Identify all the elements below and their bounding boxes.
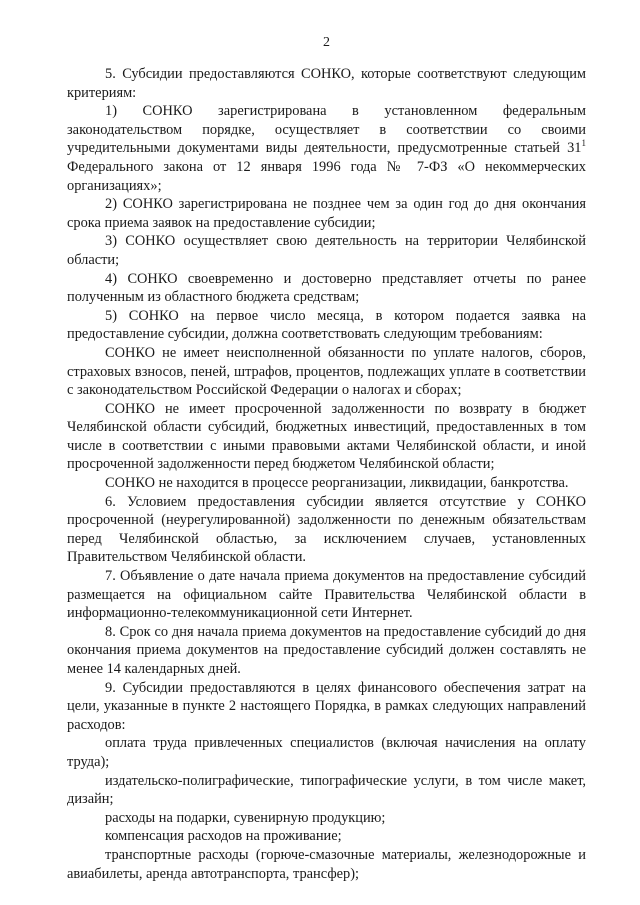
paragraph-7: 7. Объявление о дате начала приема документов на предоставление субсидий размещается на официальном сайте Правительства Челябинской области в информационно-телекоммуникационной сети Интернет.	[67, 568, 586, 622]
paragraph-5: 5. Субсидии предоставляются СОНКО, которые соответствуют следующим критериям:	[67, 66, 586, 101]
paragraph-5-1-text: 1) СОНКО зарегистрирована в установленном федеральным законодательством порядке, осуществляет в соответствии со своими учредительными документами виды деятельности, предусмотренные статьей 31	[67, 103, 586, 157]
paragraph-8: 8. Срок со дня начала приема документов на предоставление субсидий до дня окончания приема документов на предоставление субсидий должен составлять не менее 14 календарных дней.	[67, 623, 586, 677]
expense-item-gifts: расходы на подарки, сувенирную продукцию;	[105, 809, 386, 826]
expense-item-printing: издательско-полиграфические, типографические услуги, в том числе макет, дизайн;	[67, 772, 586, 808]
paragraph-5-5: 5) СОНКО на первое число месяца, в котором подается заявка на предоставление субсидии, должна соответствовать следующим требованиям:	[67, 307, 586, 343]
paragraph-5-1-tail: Федерального закона от 12 января 1996 года № 7-ФЗ «О некоммерческих организациях»;	[67, 158, 586, 194]
expense-item-transport: транспортные расходы (горюче-смазочные материалы, железнодорожные и авиабилеты, аренда автотранспорта, трансфер);	[67, 846, 586, 882]
requirement-reorganization: СОНКО не находится в процессе реорганизации, ликвидации, банкротства.	[105, 475, 569, 492]
paragraph-5-4: 4) СОНКО своевременно и достоверно представляет отчеты по ранее полученным из областного бюджета средствам;	[67, 270, 586, 306]
paragraph-5-3: 3) СОНКО осуществляет свою деятельность на территории Челябинской области;	[67, 233, 586, 268]
requirement-taxes: СОНКО не имеет неисполненной обязанности по уплате налогов, сборов, страховых взносов, пеней, штрафов, процентов, подлежащих уплате в соответствии с законодательством Российской Федерации о налогах и сборах;	[67, 344, 586, 399]
paragraph-6: 6. Условием предоставления субсидии является отсутствие у СОНКО просроченной (неурегулированной) задолженности по денежным обязательствам перед Челябинской областью, за исключением случаев, установленных Правительством Челябинской области.	[67, 493, 586, 566]
expense-item-accommodation: компенсация расходов на проживание;	[105, 828, 342, 845]
paragraph-5-1	[67, 102, 586, 195]
requirement-debt: СОНКО не имеет просроченной задолженности по возврату в бюджет Челябинской области субсидий, бюджетных инвестиций, предоставленных в том числе в соответствии с иными правовыми актами Челябинской области, и иной просроченной задолженности перед бюджетом Челябинской области;	[67, 400, 586, 473]
paragraph-9: 9. Субсидии предоставляются в целях финансового обеспечения затрат на цели, указанные в пункте 2 настоящего Порядка, в рамках следующих направлений расходов:	[67, 679, 586, 733]
paragraph-5-2: 2) СОНКО зарегистрирована не позднее чем за один год до дня окончания срока приема заявок на предоставление субсидии;	[67, 196, 586, 231]
article-superscript: 1	[581, 138, 586, 149]
page-number: 2	[323, 35, 330, 50]
expense-item-salary: оплата труда привлеченных специалистов (включая начисления на оплату труда);	[67, 735, 586, 770]
